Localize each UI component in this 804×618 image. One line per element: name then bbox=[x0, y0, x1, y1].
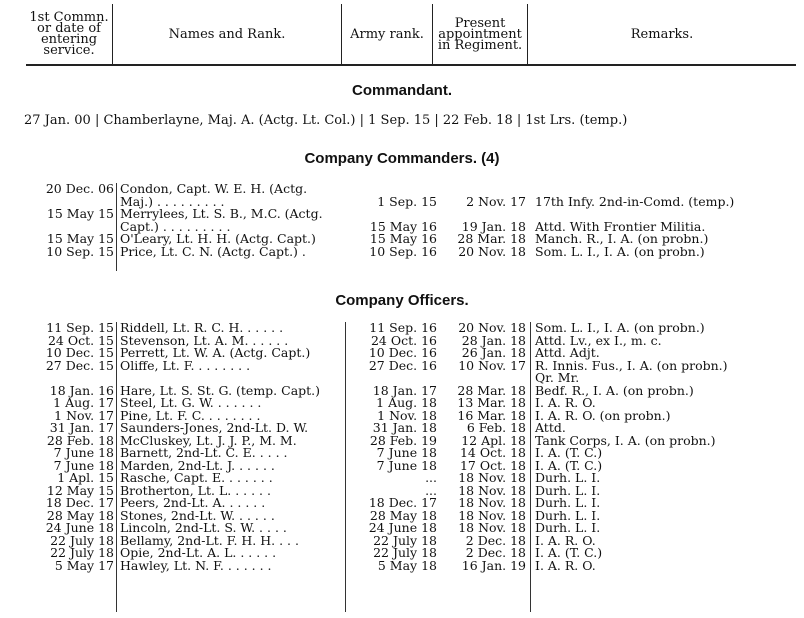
remarks: Durh. L. I. bbox=[535, 470, 601, 485]
column-header bbox=[26, 4, 796, 66]
officer-name: Rasche, Capt. E. . . . . . . bbox=[120, 470, 273, 485]
service-date: 24 June 18 bbox=[45, 520, 114, 535]
army-rank: 18 Jan. 17 bbox=[372, 382, 437, 398]
army-rank: ... bbox=[425, 470, 437, 485]
service-date: 24 Oct. 15 bbox=[47, 332, 114, 348]
officer-name: Stevenson, Lt. A. M. . . . . . bbox=[120, 332, 289, 348]
commandant-row: 27 Jan. 00 | Chamberlayne, Maj. A. (Actg. Lt. Col.) | 1 Sep. 15 | 22 Feb. 18 | 1st Lrs. (temp.) bbox=[24, 113, 628, 128]
service-date: 15 May 15 bbox=[46, 206, 114, 221]
army-rank: 28 Feb. 19 bbox=[369, 432, 437, 448]
remarks: Attd. bbox=[535, 420, 566, 435]
officer-name: Bellamy, 2nd-Lt. F. H. H. . . . bbox=[120, 532, 299, 548]
officer-name: Capt.) . . . . . . . . . bbox=[120, 218, 231, 234]
appointment-date: 28 Jan. 18 bbox=[461, 332, 526, 348]
column-rule bbox=[345, 322, 346, 612]
service-date: 1 Apl. 15 bbox=[57, 470, 114, 485]
service-date: 22 July 18 bbox=[50, 532, 114, 548]
army-rank: 27 Dec. 16 bbox=[368, 357, 437, 373]
service-date: 11 Sep. 15 bbox=[46, 320, 114, 335]
appointment-date: 20 Nov. 18 bbox=[458, 243, 526, 259]
officer-name: Saunders-Jones, 2nd-Lt. D. W. bbox=[120, 420, 309, 435]
officer-name: Marden, 2nd-Lt. J. . . . . . bbox=[120, 457, 275, 473]
appointment-date: 28 Mar. 18 bbox=[457, 231, 526, 246]
service-date: 28 May 18 bbox=[46, 507, 114, 523]
remarks: I. A. R. O. bbox=[535, 532, 596, 548]
appointment-date: 18 Nov. 18 bbox=[458, 482, 526, 498]
table-row bbox=[0, 243, 804, 259]
officer-name: Lincoln, 2nd-Lt. S. W. . . . . bbox=[120, 520, 287, 535]
remarks: Qr. Mr. bbox=[535, 370, 580, 385]
header-name: Names and Rank. bbox=[113, 4, 342, 65]
service-date: 31 Jan. 17 bbox=[49, 420, 114, 435]
officer-name: Barnett, 2nd-Lt. C. E. . . . . bbox=[120, 445, 288, 460]
remarks: R. Innis. Fus., I. A. (on probn.) bbox=[535, 357, 728, 373]
appointment-date: 18 Nov. 18 bbox=[458, 495, 526, 510]
officer-name: Condon, Capt. W. E. H. (Actg. bbox=[120, 181, 308, 196]
header-army-rank: Army rank. bbox=[342, 4, 433, 65]
section-company-commanders: Company Commanders. (4) bbox=[304, 150, 500, 167]
column-rule bbox=[116, 322, 117, 612]
column-rule bbox=[530, 322, 531, 612]
army-rank: 5 May 18 bbox=[377, 557, 437, 573]
officer-name: McCluskey, Lt. J. J. P., M. M. bbox=[120, 432, 297, 448]
officer-name: Hare, Lt. S. St. G. (temp. Capt.) bbox=[120, 382, 321, 398]
officer-name: Price, Lt. C. N. (Actg. Capt.) . bbox=[120, 243, 306, 259]
army-rank: 22 July 18 bbox=[373, 532, 437, 548]
header-remarks: Remarks. bbox=[528, 4, 797, 65]
officer-name: Riddell, Lt. R. C. H. . . . . . bbox=[120, 320, 284, 335]
appointment-date: 2 Nov. 17 bbox=[466, 193, 526, 209]
officer-name: Stones, 2nd-Lt. W. . . . . . bbox=[120, 507, 275, 523]
army-rank: 28 May 18 bbox=[369, 507, 437, 523]
appointment-date: 2 Dec. 18 bbox=[465, 532, 526, 548]
remarks: I. A. R. O. bbox=[535, 557, 596, 573]
appointment-date: 10 Nov. 17 bbox=[458, 357, 526, 373]
army-rank: 24 June 18 bbox=[368, 520, 437, 535]
remarks: Attd. Adjt. bbox=[535, 345, 600, 360]
appointment-date: 18 Nov. 18 bbox=[458, 520, 526, 535]
army-rank: 22 July 18 bbox=[373, 545, 437, 560]
officer-name: Pine, Lt. F. C. . . . . . . . bbox=[120, 407, 261, 423]
remarks: Durh. L. I. bbox=[535, 507, 601, 523]
officer-name: Perrett, Lt. W. A. (Actg. Capt.) bbox=[120, 345, 311, 360]
service-date: 7 June 18 bbox=[53, 445, 114, 460]
army-rank: 24 Oct. 16 bbox=[370, 332, 437, 348]
army-rank: 15 May 16 bbox=[369, 231, 437, 246]
remarks: Durh. L. I. bbox=[535, 520, 601, 535]
service-date: 27 Dec. 15 bbox=[45, 357, 114, 373]
remarks: I. A. (T. C.) bbox=[535, 545, 603, 560]
appointment-date: 16 Jan. 19 bbox=[461, 557, 526, 573]
table-row bbox=[0, 357, 804, 373]
section-company-officers: Company Officers. bbox=[335, 292, 469, 309]
appointment-date: 2 Dec. 18 bbox=[465, 545, 526, 560]
remarks: I. A. R. O. bbox=[535, 395, 596, 410]
table-row bbox=[0, 557, 804, 573]
army-rank: 10 Sep. 16 bbox=[369, 243, 437, 259]
officer-name: Oliffe, Lt. F. . . . . . . . bbox=[120, 357, 251, 373]
remarks: 17th Infy. 2nd-in-Comd. (temp.) bbox=[535, 193, 735, 209]
section-commandant: Commandant. bbox=[351, 82, 452, 99]
officer-name: O'Leary, Lt. H. H. (Actg. Capt.) bbox=[120, 231, 316, 246]
officer-name: Steel, Lt. G. W. . . . . . . bbox=[120, 395, 262, 410]
army-rank: 18 Dec. 17 bbox=[368, 495, 437, 510]
service-date: 7 June 18 bbox=[53, 457, 114, 473]
appointment-date: 18 Nov. 18 bbox=[458, 470, 526, 485]
officer-name: Hawley, Lt. N. F. . . . . . . bbox=[120, 557, 272, 573]
remarks: Durh. L. I. bbox=[535, 482, 601, 498]
army-rank: 31 Jan. 18 bbox=[372, 420, 437, 435]
column-rule bbox=[116, 183, 117, 271]
header-appointment: Present appointment in Regiment. bbox=[433, 4, 528, 65]
remarks: Bedf. R., I. A. (on probn.) bbox=[535, 382, 694, 398]
remarks: I. A. (T. C.) bbox=[535, 457, 603, 473]
army-rank: 1 Aug. 18 bbox=[376, 395, 437, 410]
service-date: 18 Jan. 16 bbox=[49, 382, 114, 398]
appointment-date: 12 Apl. 18 bbox=[461, 432, 526, 448]
army-rank: 7 June 18 bbox=[376, 457, 437, 473]
officer-name: Opie, 2nd-Lt. A. L. . . . . . bbox=[120, 545, 277, 560]
army-rank: ... bbox=[425, 482, 437, 498]
officer-name: Merrylees, Lt. S. B., M.C. (Actg. bbox=[120, 206, 323, 221]
remarks: I. A. (T. C.) bbox=[535, 445, 603, 460]
service-date: 28 Feb. 18 bbox=[46, 432, 114, 448]
remarks: Durh. L. I. bbox=[535, 495, 601, 510]
officer-name: Maj.) . . . . . . . . . bbox=[120, 193, 225, 209]
appointment-date: 16 Mar. 18 bbox=[457, 407, 526, 423]
remarks: Attd. With Frontier Militia. bbox=[535, 218, 706, 234]
service-date: 5 May 17 bbox=[54, 557, 114, 573]
army-rank: 7 June 18 bbox=[376, 445, 437, 460]
appointment-date: 18 Nov. 18 bbox=[458, 507, 526, 523]
appointment-date: 13 Mar. 18 bbox=[457, 395, 526, 410]
appointment-date: 17 Oct. 18 bbox=[459, 457, 526, 473]
officers-list bbox=[0, 322, 804, 572]
appointment-date: 19 Jan. 18 bbox=[461, 218, 526, 234]
army-rank: 15 May 16 bbox=[369, 218, 437, 234]
appointment-date: 6 Feb. 18 bbox=[466, 420, 526, 435]
service-date: 1 Nov. 17 bbox=[54, 407, 114, 423]
army-rank: 11 Sep. 16 bbox=[369, 320, 437, 335]
service-date: 1 Aug. 17 bbox=[53, 395, 114, 410]
remarks: Som. L. I., I. A. (on probn.) bbox=[535, 320, 705, 335]
army-rank: 1 Sep. 15 bbox=[377, 193, 437, 209]
service-date: 22 July 18 bbox=[50, 545, 114, 560]
service-date: 10 Sep. 15 bbox=[46, 243, 114, 259]
remarks: I. A. R. O. (on probn.) bbox=[535, 407, 671, 423]
remarks: Som. L. I., I. A. (on probn.) bbox=[535, 243, 705, 259]
service-date: 10 Dec. 15 bbox=[45, 345, 114, 360]
service-date: 12 May 15 bbox=[46, 482, 114, 498]
appointment-date: 14 Oct. 18 bbox=[459, 445, 526, 460]
army-rank: 10 Dec. 16 bbox=[368, 345, 437, 360]
remarks: Manch. R., I. A. (on probn.) bbox=[535, 231, 709, 246]
service-date: 18 Dec. 17 bbox=[45, 495, 114, 510]
service-date: 20 Dec. 06 bbox=[45, 181, 114, 196]
appointment-date: 26 Jan. 18 bbox=[461, 345, 526, 360]
army-rank: 1 Nov. 18 bbox=[377, 407, 437, 423]
header-date: 1st Commn. or date of entering service. bbox=[26, 4, 113, 65]
remarks: Attd. Lv., ex I., m. c. bbox=[535, 332, 662, 348]
appointment-date: 20 Nov. 18 bbox=[458, 320, 526, 335]
officer-name: Peers, 2nd-Lt. A. . . . . . bbox=[120, 495, 266, 510]
commanders-list bbox=[0, 183, 804, 258]
officer-name: Brotherton, Lt. L. . . . . . bbox=[120, 482, 271, 498]
remarks: Tank Corps, I. A. (on probn.) bbox=[535, 432, 716, 448]
service-date: 15 May 15 bbox=[46, 231, 114, 246]
appointment-date: 28 Mar. 18 bbox=[457, 382, 526, 398]
